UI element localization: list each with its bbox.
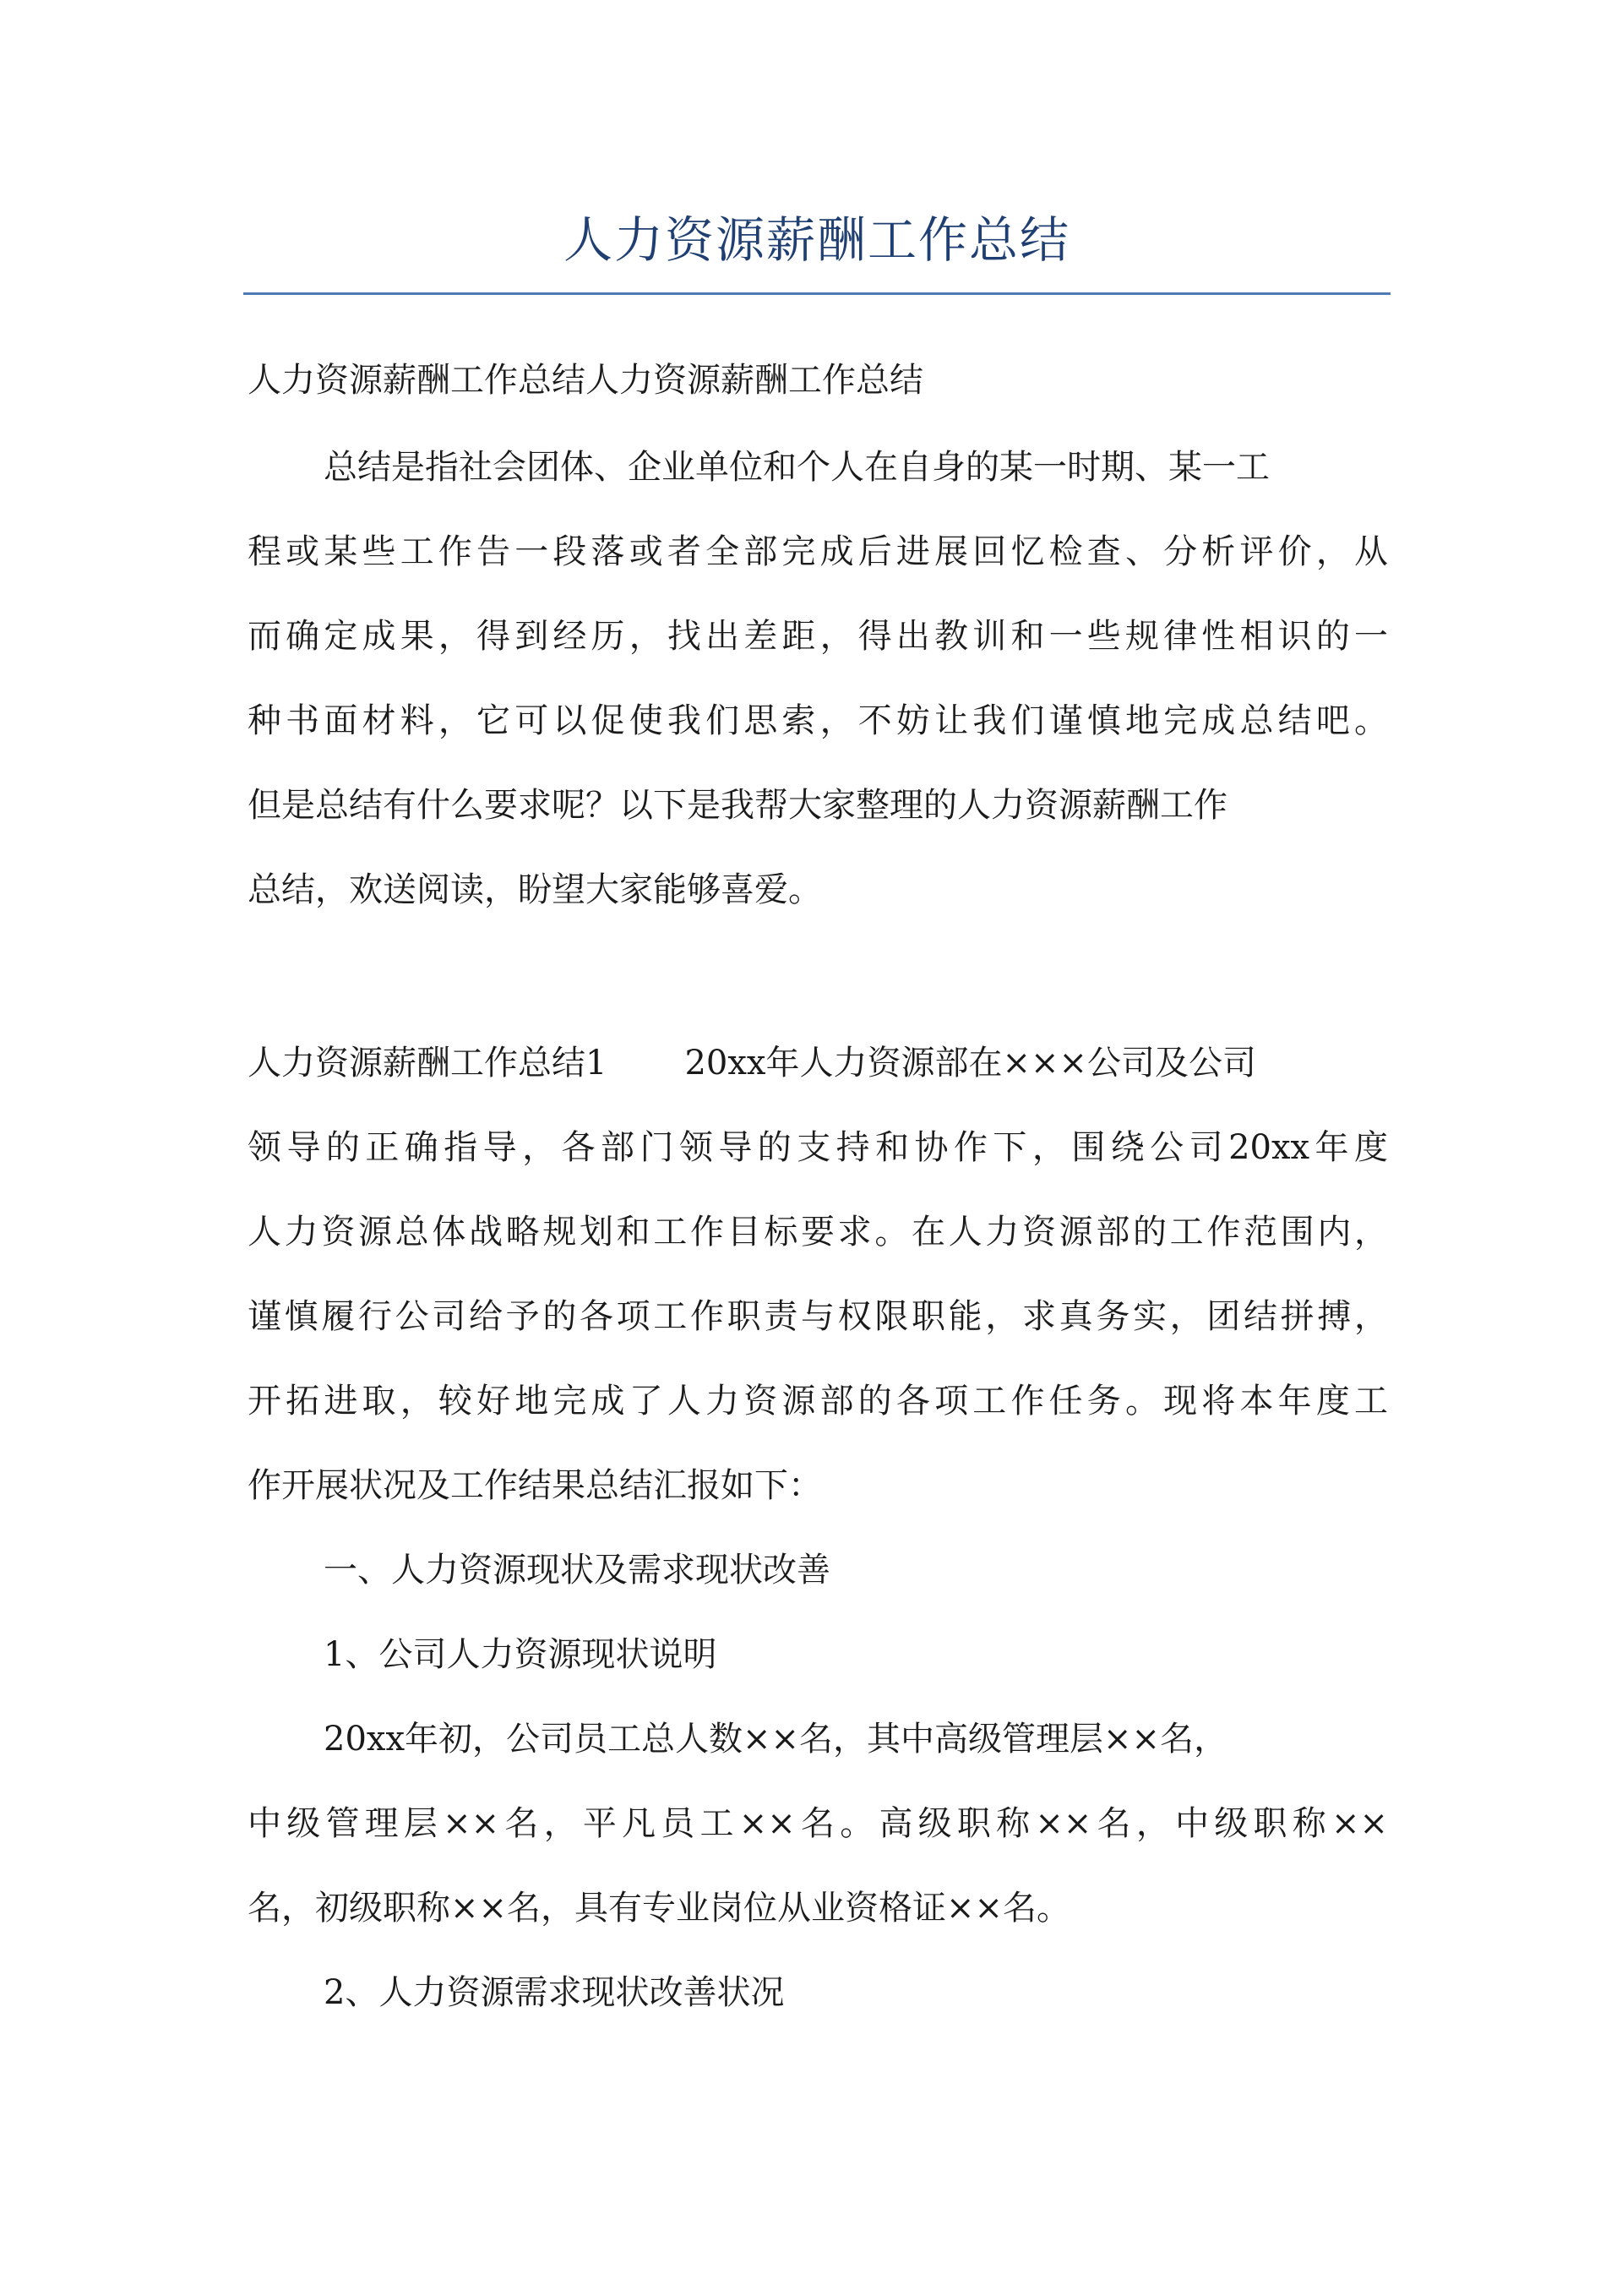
intro-line-4: 种书面材料，它可以促使我们思索，不妨让我们谨慎地完成总结吧。 [248,701,1388,740]
section-1-line-3: 人力资源总体战略规划和工作目标要求。在人力资源部的工作范围内， [248,1213,1388,1252]
section-1-line-2: 领导的正确指导，各部门领导的支持和协作下，围绕公司20xx年度 [248,1128,1388,1167]
item-1-heading: 1、公司人力资源现状说明 [324,1635,717,1674]
section-1-line-6: 作开展状况及工作结果总结汇报如下： [248,1466,822,1505]
intro-line-2: 程或某些工作告一段落或者全部完成后进展回忆检查、分析评价，从 [248,532,1388,571]
item-1-line-2: 中级管理层××名，平凡员工××名。高级职称××名，中级职称×× [248,1804,1388,1843]
intro-line-1: 总结是指社会团体、企业单位和个人在自身的某一时期、某一工 [324,448,1270,487]
item-2-heading: 2、人力资源需求现状改善状况 [324,1973,785,2012]
subtitle-line: 人力资源薪酬工作总结人力资源薪酬工作总结 [248,361,923,400]
part-heading: 一、人力资源现状及需求现状改善 [324,1551,830,1590]
title-divider [243,292,1391,295]
section-1-first-line [248,1038,1256,1088]
section-1-first-line-text: 20xx年人力资源部在×××公司及公司 [684,1044,1257,1083]
section-1-line-4: 谨慎履行公司给予的各项工作职责与权限职能，求真务实，团结拼搏， [248,1297,1388,1336]
item-1-line-1: 20xx年初，公司员工总人数××名，其中高级管理层××名， [324,1720,1228,1759]
intro-line-6: 总结，欢送阅读，盼望大家能够喜爱。 [248,870,822,909]
item-1-line-3: 名，初级职称××名，具有专业岗位从业资格证××名。 [248,1889,1071,1928]
page-title: 人力资源薪酬工作总结 [563,211,1070,269]
intro-line-5: 但是总结有什么要求呢？以下是我帮大家整理的人力资源薪酬工作 [248,786,1227,825]
section-1-line-5: 开拓进取，较好地完成了人力资源部的各项工作任务。现将本年度工 [248,1382,1388,1421]
intro-line-3: 而确定成果，得到经历，找出差距，得出教训和一些规律性相识的一 [248,617,1388,656]
section-1-heading: 人力资源薪酬工作总结1 [248,1044,607,1083]
